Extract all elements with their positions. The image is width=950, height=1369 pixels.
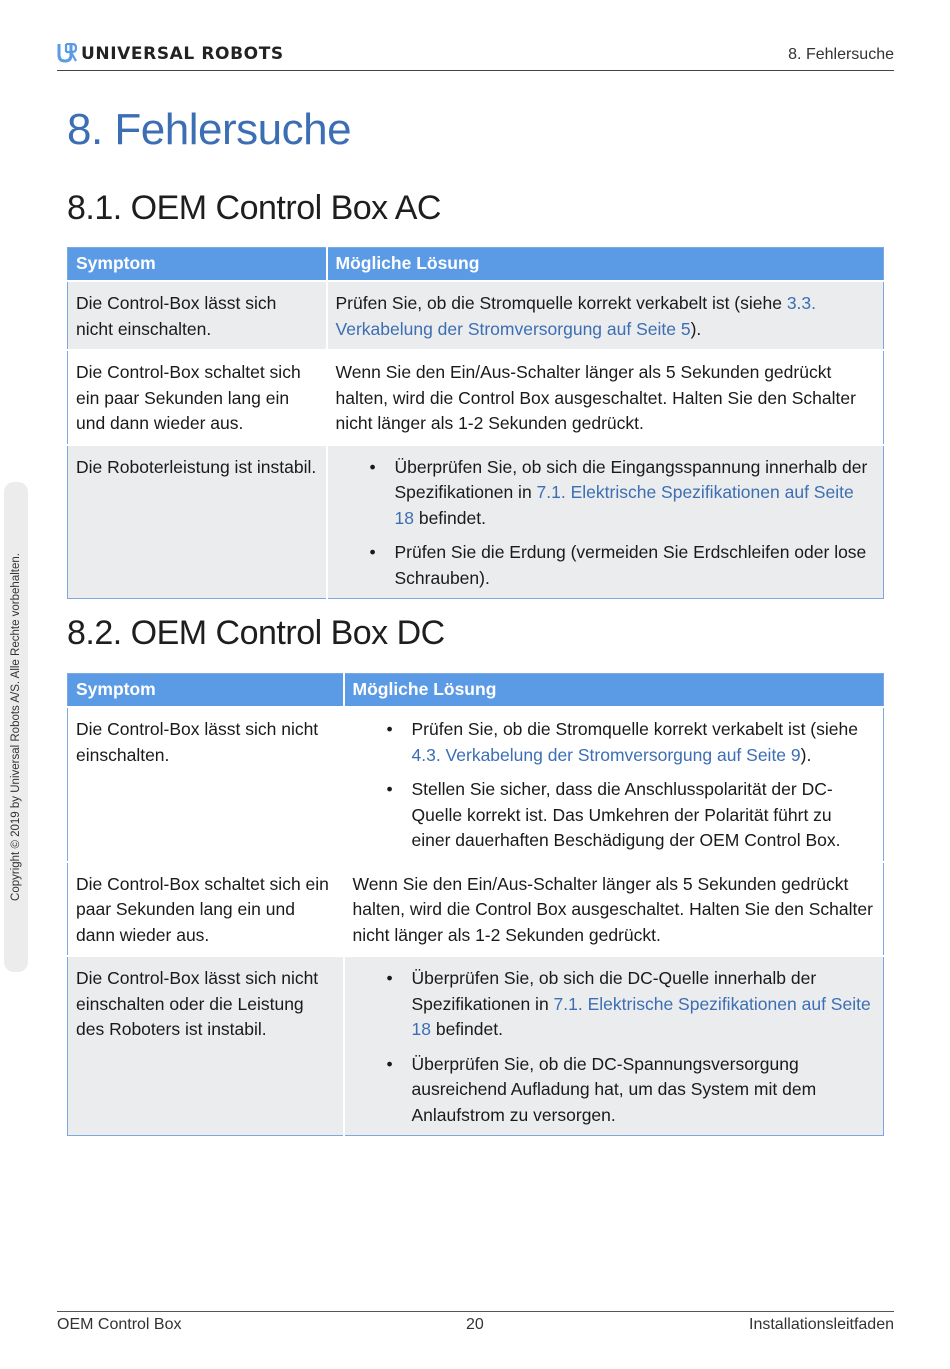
section-title-ac: 8.1. OEM Control Box AC — [67, 189, 441, 227]
list-item-text: Überprüfen Sie, ob sich die Eingangsspannung innerhalb der Spezifikationen in — [394, 456, 868, 502]
column-header-symptom: Symptom — [68, 674, 344, 708]
solution-cell: Wenn Sie den Ein/Aus-Schalter länger als 5 Sekunden gedrückt halten, wird die Control Box ausgeschaltet. Halten Sie den Schalter nicht länger als 1-2 Sekunden gedrückt. — [327, 350, 884, 445]
list-item-text: Prüfen Sie, ob die Stromquelle korrekt verkabelt ist (siehe — [411, 719, 858, 739]
list-item-text: ). — [800, 744, 812, 765]
list-item-text: Prüfen Sie die Erdung (vermeiden Sie Erdschleifen oder lose Schrauben). — [394, 542, 867, 588]
running-header-section: 8. Fehlersuche — [788, 46, 894, 63]
symptom-cell: Die Control-Box lässt sich nicht einschalten oder die Leistung des Roboters ist instabil. — [68, 956, 344, 1136]
solution-cell — [327, 445, 884, 599]
solution-text: Prüfen Sie, ob die Stromquelle korrekt verkabelt ist (siehe — [335, 293, 787, 313]
universal-robots-logo — [57, 28, 284, 63]
symptom-cell: Die Control-Box schaltet sich ein paar Sekunden lang ein und dann wieder aus. — [68, 350, 327, 445]
list-item — [353, 1052, 876, 1129]
symptom-cell: Die Control-Box lässt sich nicht einschalten. — [68, 281, 327, 350]
list-item — [336, 540, 876, 591]
section-title-dc: 8.2. OEM Control Box DC — [67, 614, 445, 652]
page-number: 20 — [466, 1316, 484, 1333]
table-row — [68, 350, 884, 445]
solution-list — [353, 966, 876, 1128]
solution-text: ). — [690, 318, 702, 339]
ur-logo-icon — [57, 43, 77, 63]
list-item-text: befindet. — [413, 507, 486, 528]
solution-list — [353, 717, 876, 854]
logo-text: UNIVERSAL ROBOTS — [81, 44, 284, 64]
solution-cell: Wenn Sie den Ein/Aus-Schalter länger als 5 Sekunden gedrückt halten, wird die Control Box ausgeschaltet. Halten Sie den Schalter nicht länger als 1-2 Sekunden gedrückt. — [344, 862, 884, 957]
table-header-row — [68, 248, 884, 282]
list-item — [353, 777, 876, 854]
column-header-solution: Mögliche Lösung — [344, 674, 884, 708]
footer-divider — [57, 1311, 894, 1312]
table-row — [68, 956, 884, 1136]
list-item-text: Überprüfen Sie, ob die DC-Spannungsversorgung ausreichend Aufladung hat, um das System mit dem Anlaufstrom zu versorgen. — [411, 1053, 817, 1125]
symptom-cell: Die Control-Box lässt sich nicht einschalten. — [68, 707, 344, 862]
list-item — [353, 966, 876, 1043]
table-row — [68, 707, 884, 862]
symptom-cell: Die Roboterleistung ist instabil. — [68, 445, 327, 599]
copyright-notice: Copyright © 2019 by Universal Robots A/S. Alle Rechte vorbehalten. — [10, 553, 22, 901]
list-item — [336, 455, 876, 532]
table-header-row — [68, 674, 884, 708]
troubleshooting-table-ac — [67, 247, 884, 599]
footer-document-name: OEM Control Box — [57, 1316, 182, 1333]
list-item — [353, 717, 876, 768]
symptom-cell: Die Control-Box schaltet sich ein paar Sekunden lang ein und dann wieder aus. — [68, 862, 344, 957]
list-item-text: Stellen Sie sicher, dass die Anschlusspolarität der DC-Quelle korrekt ist. Das Umkehren der Polarität führt zu einer dauerhaften Beschädigung der OEM Control Box. — [411, 779, 841, 850]
column-header-symptom: Symptom — [68, 248, 327, 282]
table-row — [68, 281, 884, 350]
table-row — [68, 445, 884, 599]
table-row — [68, 862, 884, 957]
solution-cell — [344, 956, 884, 1136]
cross-reference-link[interactable]: 3.3. Verkabelung der Stromversorgung auf Seite 5 — [335, 293, 817, 339]
solution-cell — [327, 281, 884, 350]
chapter-title: 8. Fehlersuche — [67, 105, 352, 154]
troubleshooting-table-dc — [67, 673, 884, 1136]
header-divider — [57, 70, 894, 71]
footer-manual-type: Installationsleitfaden — [749, 1316, 894, 1333]
solution-cell — [344, 707, 884, 862]
cross-reference-link[interactable]: 4.3. Verkabelung der Stromversorgung auf Seite 9 — [411, 744, 801, 765]
list-item-text: befindet. — [430, 1019, 503, 1039]
list-item-text: Überprüfen Sie, ob sich die DC-Quelle innerhalb der Spezifikationen in — [411, 968, 817, 1014]
cross-reference-link[interactable]: 7.1. Elektrische Spezifikationen auf Seite 18 — [394, 482, 854, 528]
cross-reference-link[interactable]: 7.1. Elektrische Spezifikationen auf Seite 18 — [411, 993, 871, 1039]
solution-list — [336, 455, 876, 592]
column-header-solution: Mögliche Lösung — [327, 248, 884, 282]
